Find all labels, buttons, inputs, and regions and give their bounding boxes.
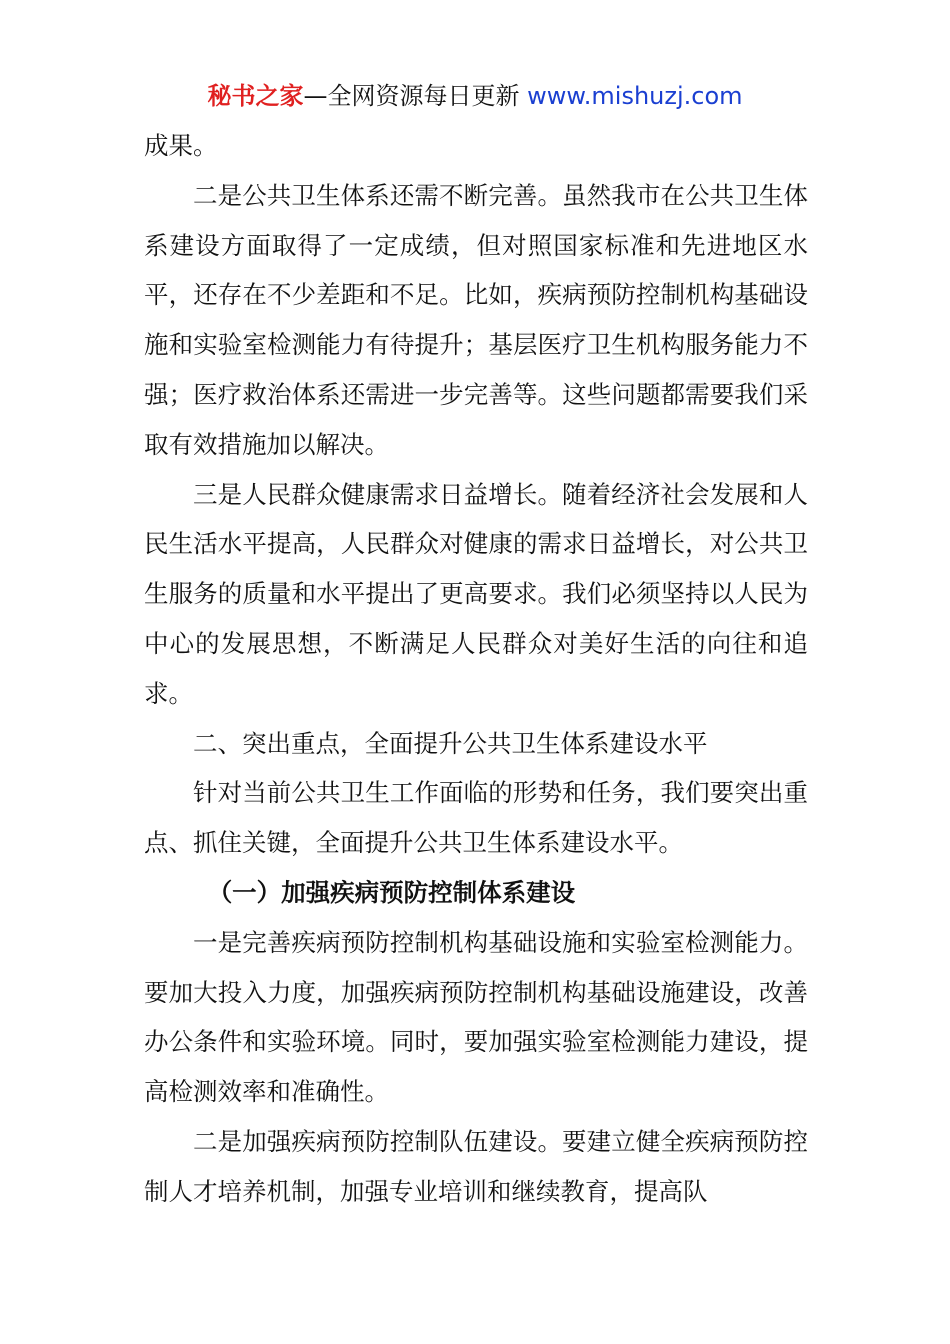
subsection-heading-one: （一）加强疾病预防控制体系建设: [207, 877, 576, 907]
paragraph-infrastructure: 一是完善疾病预防控制机构基础设施和实验室检测能力。要加大投入力度，加强疾病预防控制机构基础设施建设，改善办公条件和实验环境。同时，要加强实验室检测能力建设，提高检测效率和准确性。: [144, 927, 808, 1107]
site-header: [0, 80, 950, 112]
site-brand: 秘书之家: [207, 82, 304, 110]
site-tagline: —全网资源每日更新: [303, 82, 528, 110]
site-url-link[interactable]: www.mishuzj.com: [527, 82, 743, 110]
paragraph-section-intro: 针对当前公共卫生工作面临的形势和任务，我们要突出重点、抓住关键，全面提升公共卫生体系建设水平。: [144, 778, 808, 858]
section-heading-two: 二、突出重点，全面提升公共卫生体系建设水平: [193, 728, 708, 758]
paragraph-health-demand: 三是人民群众健康需求日益增长。随着经济社会发展和人民生活水平提高，人民群众对健康的需求日益增长，对公共卫生服务的质量和水平提出了更高要求。我们必须坚持以人民为中心的发展思想，不断满足人民群众对美好生活的向往和追求。: [144, 479, 808, 708]
paragraph-continuation: 成果。: [144, 131, 218, 160]
paragraph-team-building: 二是加强疾病预防控制队伍建设。要建立健全疾病预防控制人才培养机制，加强专业培训和继续教育，提高队: [144, 1126, 808, 1206]
paragraph-public-health-system: 二是公共卫生体系还需不断完善。虽然我市在公共卫生体系建设方面取得了一定成绩，但对照国家标准和先进地区水平，还存在不少差距和不足。比如，疾病预防控制机构基础设施和实验室检测能力有待提升；基层医疗卫生机构服务能力不强；医疗救治体系还需进一步完善等。这些问题都需要我们采取有效措施加以解决。: [144, 180, 808, 459]
document-body: [144, 121, 808, 1217]
